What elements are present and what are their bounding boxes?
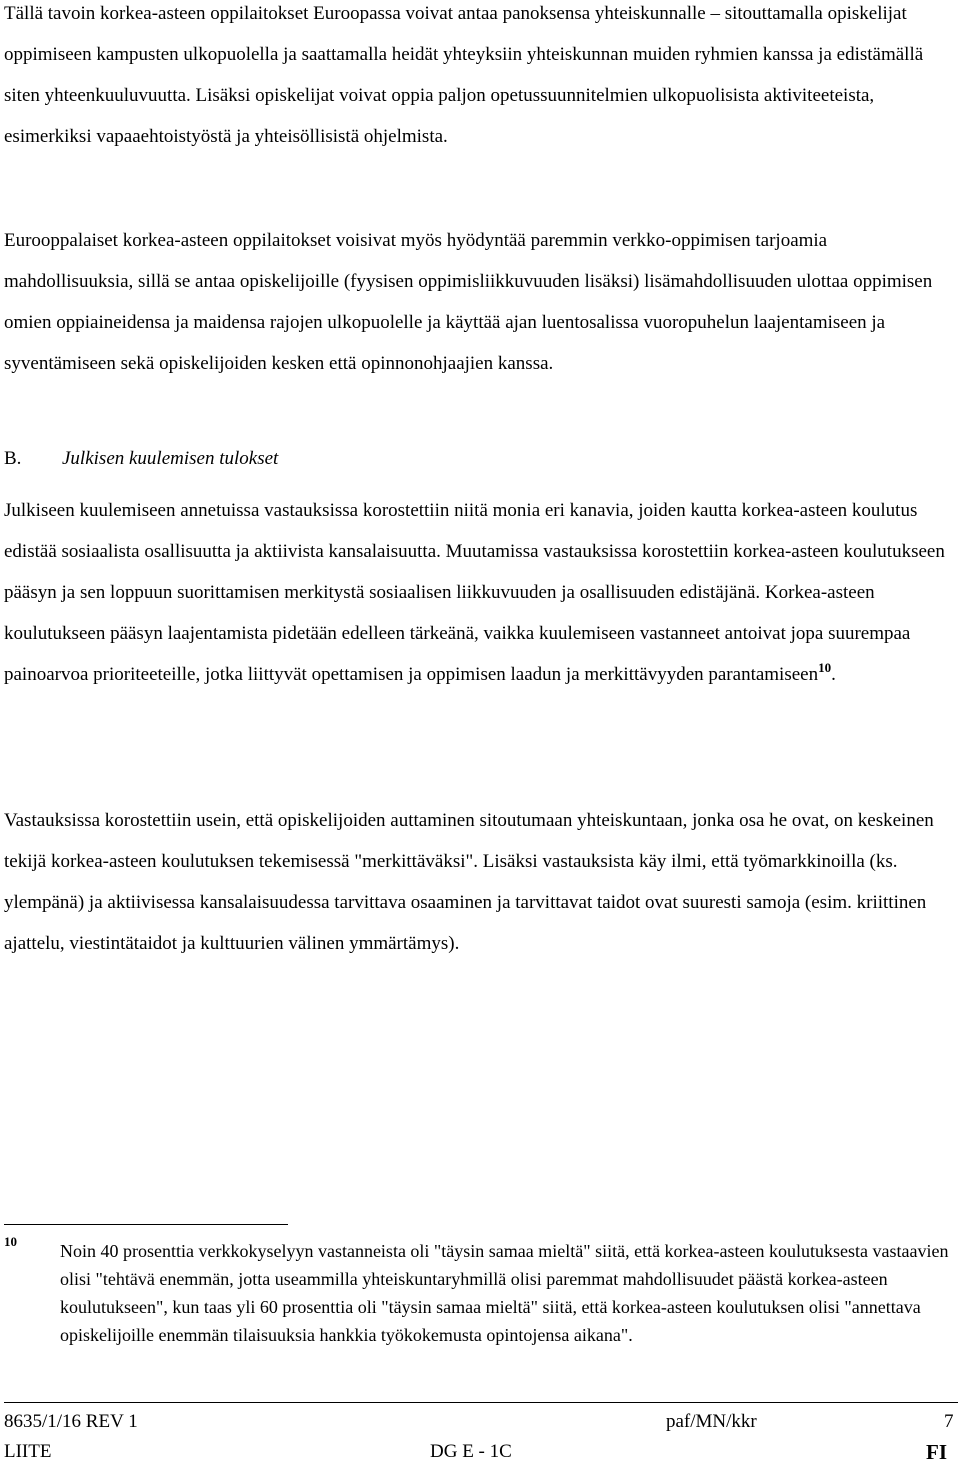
body-paragraph-1: Tällä tavoin korkea-asteen oppilaitokset Euroopassa voivat antaa panoksensa yhteiskunnalle – sitouttamalla opiskelijat oppimiseen kampusten ulkopuolella ja saattamalla heidät yhteyksiin yhteiskunnan muiden ryhmien kanssa ja edistämällä siten yhteenkuuluvuutta. Lisäksi opiskelijat voivat oppia paljon opetussuunnitelmien ulkopuolisista aktiviteeteista, esimerkiksi vapaaehtoistyöstä ja yhteisöllisistä ohjelmista. <box>4 3 924 147</box>
footer-page-number: 7 <box>944 1411 954 1432</box>
footnote-reference[interactable]: 10 <box>818 660 832 675</box>
footnote-separator <box>4 1224 288 1225</box>
footer-dg: DG E - 1C <box>430 1441 512 1462</box>
body-paragraph-2: Eurooppalaiset korkea-asteen oppilaitokset voisivat myös hyödyntää paremmin verkko-oppimisen tarjoamia mahdollisuuksia, sillä se antaa opiskelijoille (fyysisen oppimisliikkuvuuden lisäksi) lisämahdollisuuden ulottaa oppimisen omien oppiaineidensa ja maidensa rajojen ulkopuolelle ja käyttää ajan luentosalissa vuoropuhelun laajentamiseen ja syventämiseen sekä opiskelijoiden kesken että opinnonohjaajien kanssa. <box>4 230 933 374</box>
section-title: Julkisen kuulemisen tulokset <box>62 448 279 469</box>
footer-separator <box>4 1402 958 1403</box>
footer-initials: paf/MN/kkr <box>666 1411 757 1432</box>
footer-document-ref: 8635/1/16 REV 1 <box>4 1411 138 1432</box>
footnote-number: 10 <box>4 1234 17 1249</box>
footnote-text: Noin 40 prosenttia verkkokyselyyn vastanneista oli "täysin samaa mieltä" siitä, että korkea-asteen koulutuksesta vastaavien olisi "tehtävä enemmän, jotta useammilla yhteiskuntaryhmillä olisi paremmat mahdollisuudet päästä korkea-asteen koulutukseen", kun taas yli 60 prosenttia oli "täysin samaa mieltä" siitä, että korkea-asteen koulutuksen olisi "annettava opiskelijoille enemmän tilaisuuksia hankkia työkokemusta opintojensa aikana". <box>60 1241 949 1345</box>
section-number: B. <box>4 448 22 469</box>
footer-language: FI <box>926 1440 947 1464</box>
footer-annex: LIITE <box>4 1441 52 1462</box>
paragraph-3-end: . <box>831 664 836 685</box>
body-paragraph-3 <box>4 490 958 695</box>
paragraph-3-text: Julkiseen kuulemiseen annetuissa vastauksissa korostettiin niitä monia eri kanavia, joiden kautta korkea-asteen koulutus edistää sosiaalista osallisuutta ja aktiivista kansalaisuutta. Muutamissa vastauksissa korostettiin korkea-asteen koulutukseen pääsyn ja sen loppuun suorittamisen merkitystä sosiaalisen liikkuvuuden ja osallisuuden edistäjänä. Korkea-asteen koulutukseen pääsyn laajentamista pidetään edelleen tärkeänä, vaikka kuulemiseen vastanneet antoivat jopa suurempaa painoarvoa prioriteeteille, jotka liittyvät opettamisen ja oppimisen laadun ja merkittävyyden parantamiseen <box>4 500 945 685</box>
section-heading <box>4 438 278 479</box>
body-paragraph-4: Vastauksissa korostettiin usein, että opiskelijoiden auttaminen sitoutumaan yhteiskuntaan, jonka osa he ovat, on keskeinen tekijä korkea-asteen koulutuksen tekemisessä "merkittäväksi". Lisäksi vastauksista käy ilmi, että työmarkkinoilla (ks. ylempänä) ja aktiivisessa kansalaisuudessa tarvittava osaaminen ja tarvittavat taidot ovat suuresti samoja (esim. kriittinen ajattelu, viestintätaidot ja kulttuurien välinen ymmärtämys). <box>4 810 934 954</box>
